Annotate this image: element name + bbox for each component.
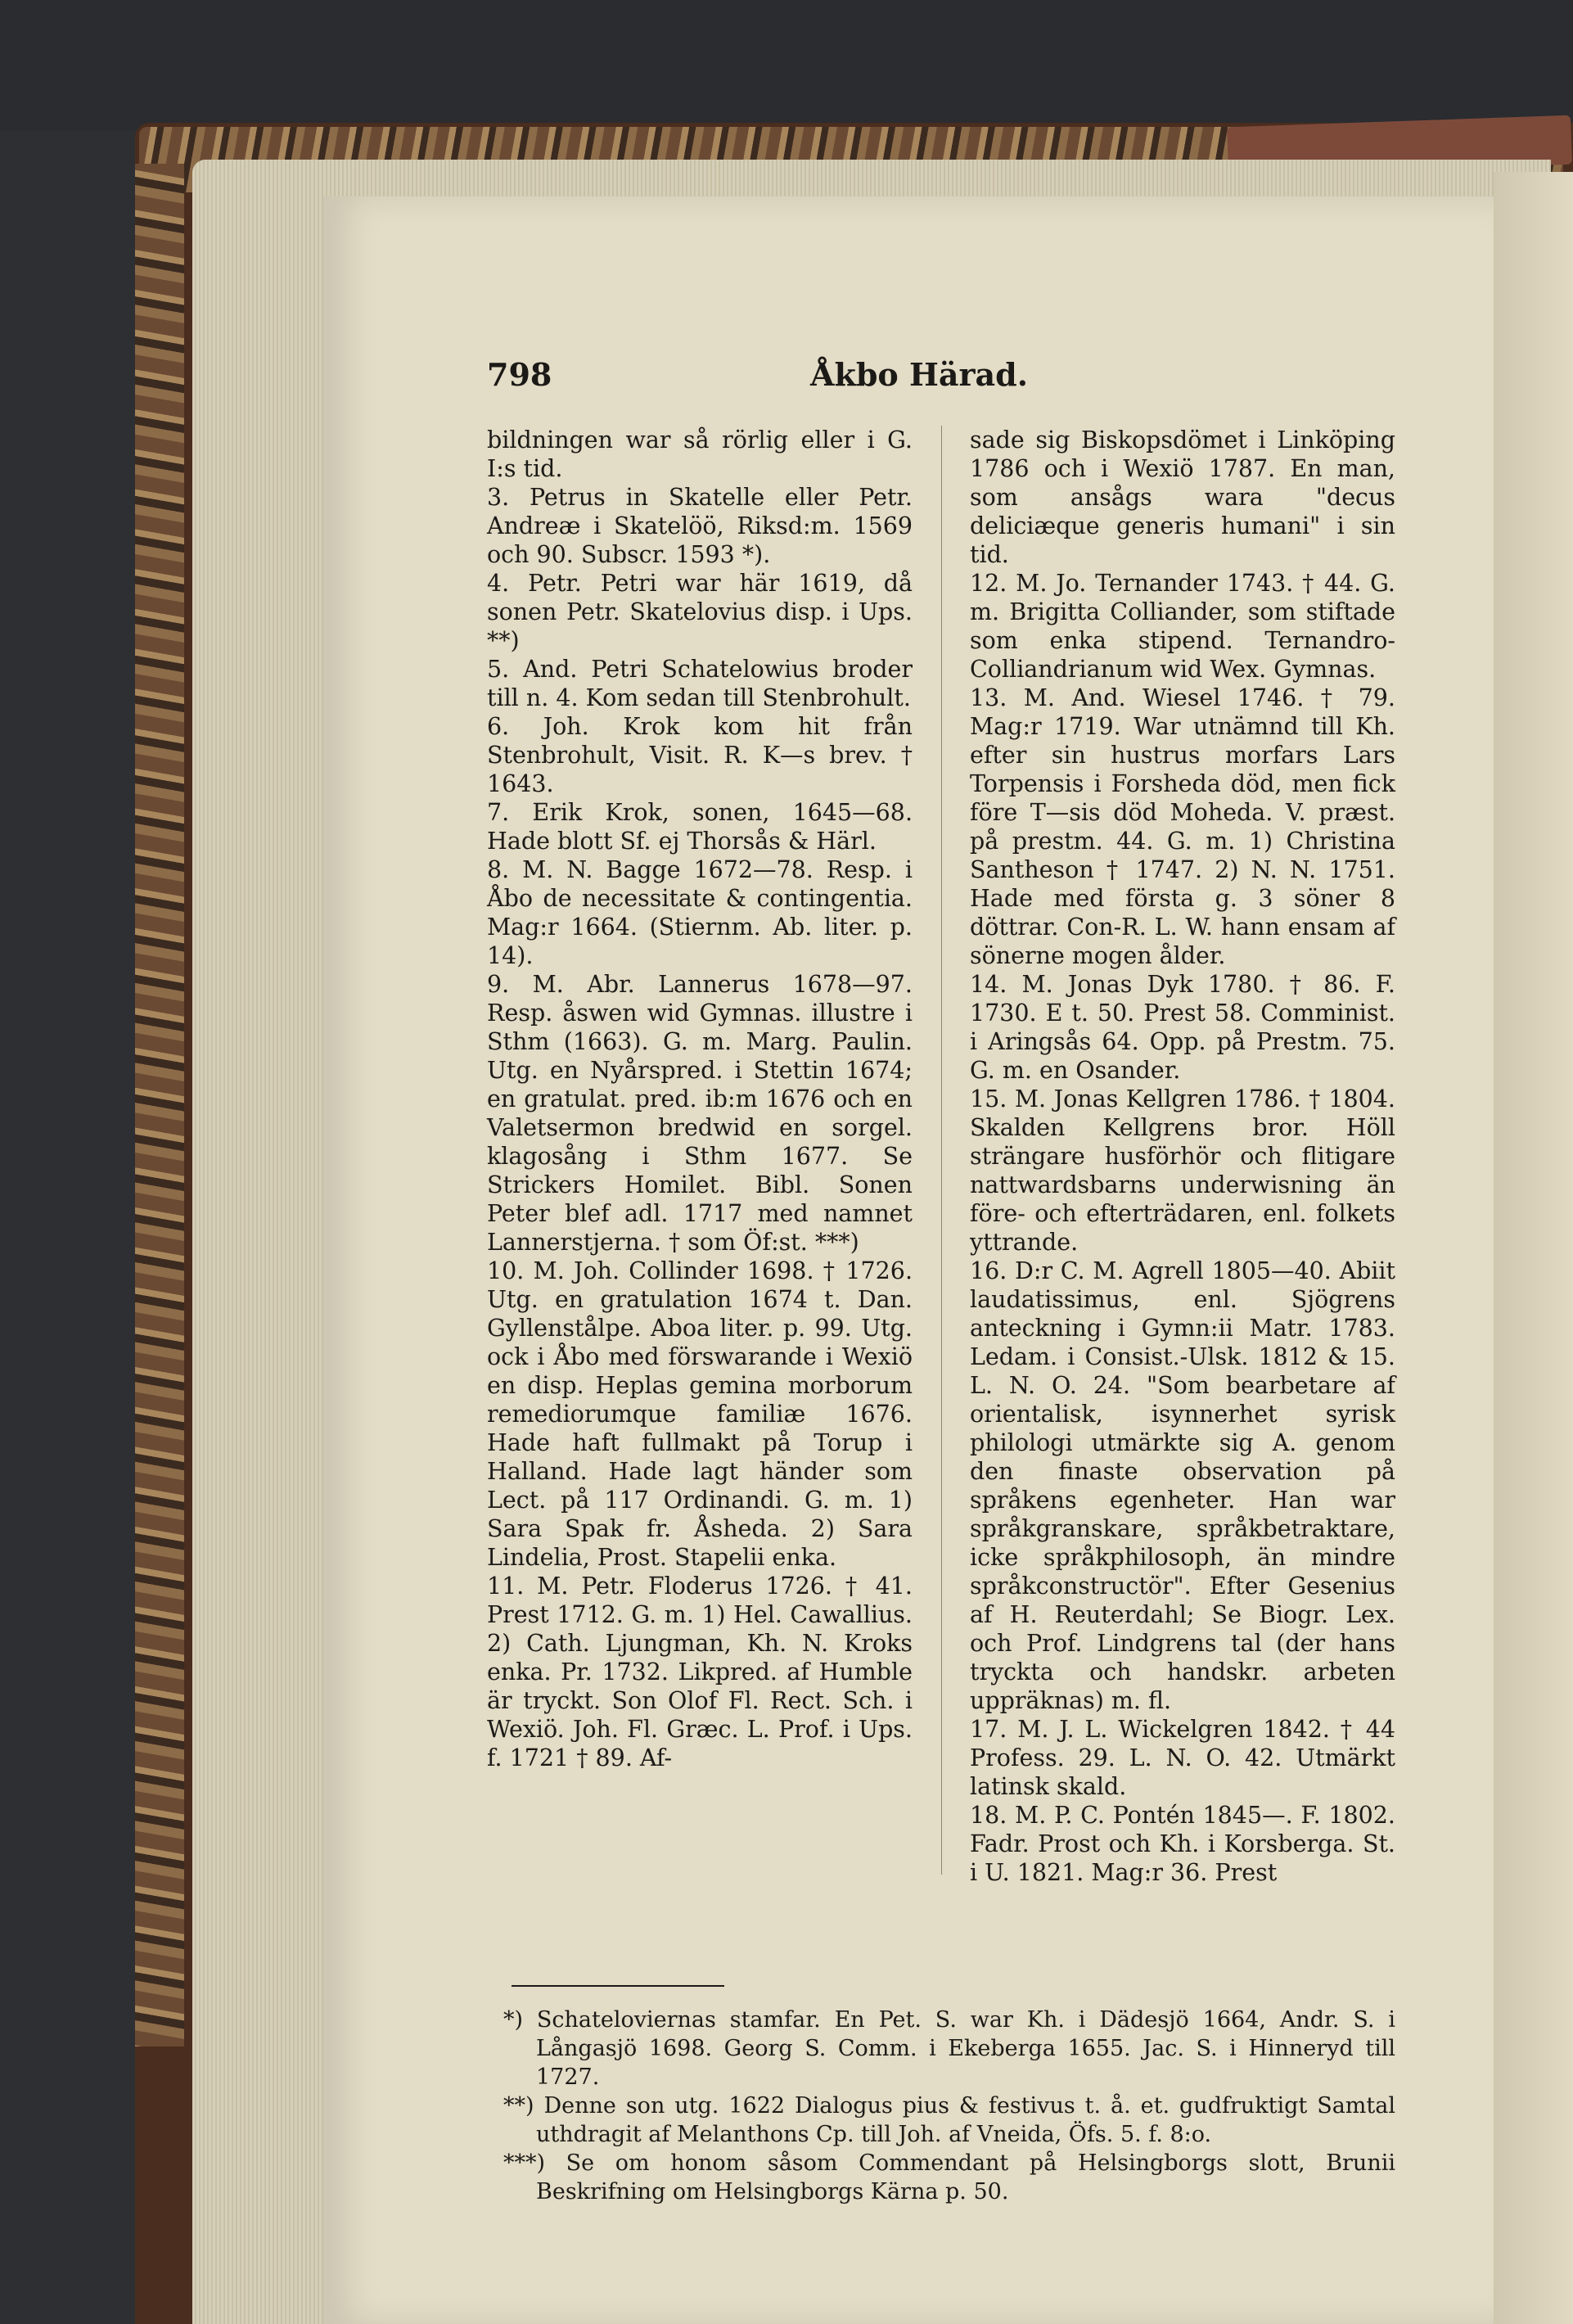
- entry: 8. M. N. Bagge 1672—78. Resp. i Åbo de necessitate & contingentia. Mag:r 1664. (Stiernm. Ab. liter. p. 14).: [487, 856, 913, 969]
- entry: bildningen war så rörlig eller i G. I:s tid.: [487, 426, 913, 482]
- footnote-rule: [512, 1985, 724, 1987]
- entry: 17. M. J. L. Wickelgren 1842. † 44 Profess. 29. L. N. O. 42. Utmärkt latinsk skald.: [970, 1716, 1395, 1800]
- footnote: *) Schateloviernas stamfar. En Pet. S. war Kh. i Dädesjö 1664, Andr. S. i Långasjö 1698. Georg S. Comm. i Ekeberga 1655. Jac. S. i Hinneryd till 1727.: [503, 2007, 1395, 2090]
- entry: 15. M. Jonas Kellgren 1786. † 1804. Skalden Kellgrens bror. Höll strängare husförhör och flitigare nattwardsbarns underwisning än före- och efterträdaren, enl. folkets yttrande.: [970, 1085, 1395, 1256]
- running-title: Åkbo Härad.: [810, 356, 1028, 393]
- entry: 11. M. Petr. Floderus 1726. † 41. Prest 1712. G. m. 1) Hel. Cawallius. 2) Cath. Ljungman, Kh. N. Kroks enka. Pr. 1732. Likpred. af Humble är tryckt. Son Olof Fl. Rect. Sch. i Wexiö. Joh. Fl. Græc. L. Prof. i Ups. f. 1721 † 89. Af-: [487, 1573, 913, 1771]
- entry: 4. Petr. Petri war här 1619, då sonen Petr. Skatelovius disp. i Ups. **): [487, 570, 913, 654]
- entry: 9. M. Abr. Lannerus 1678—97. Resp. åswen wid Gymnas. illustre i Sthm (1663). G. m. Marg. Paulin. Utg. en Nyårspred. i Stettin 1674; en gratulat. pred. ib:m 1676 och en Valetsermon bredwid en sorgel. klagosång i Sthm 1677. Se Strickers Homilet. Bibl. Sonen Peter blef adl. 1717 med namnet Lannerstjerna. † som Öf:st. ***): [487, 971, 913, 1256]
- page-header: [487, 356, 1412, 409]
- footnote: **) Denne son utg. 1622 Dialogus pius & festivus t. å. et. gudfruktigt Samtal uthdragit af Melanthons Cp. till Joh. af Vneida, Öfs. 5. f. 8:o.: [503, 2093, 1395, 2147]
- page-number: 798: [487, 356, 552, 393]
- footnote: ***) Se om honom såsom Commendant på Helsingborgs slott, Brunii Beskrifning om Helsingborgs Kärna p. 50.: [503, 2150, 1395, 2204]
- entry: 3. Petrus in Skatelle eller Petr. Andreæ i Skatelöö, Riksd:m. 1569 och 90. Subscr. 1593 *).: [487, 484, 913, 568]
- right-column: [970, 426, 1395, 1887]
- marbled-edge-left: [135, 164, 184, 2046]
- entry: 13. M. And. Wiesel 1746. † 79. Mag:r 1719. War utnämnd till Kh. efter sin hustrus morfars Lars Torpensis i Forsheda död, men fick före T—sis död Moheda. V. præst. på prestm. 44. G. m. 1) Christina Santheson † 1747. 2) N. N. 1751. Hade med första g. 3 söner 8 döttrar. Con-R. L. W. hann ensam af sönerne mogen ålder.: [970, 684, 1395, 969]
- facing-page-edge: [1494, 172, 1573, 2324]
- background-top: [0, 0, 1573, 131]
- entry: sade sig Biskopsdömet i Linköping 1786 och i Wexiö 1787. En man, som ansågs wara "decus deliciæque generis humani" i sin tid.: [970, 426, 1395, 568]
- entry: 16. D:r C. M. Agrell 1805—40. Abiit laudatissimus, enl. Sjögrens anteckning i Gymn:ii Matr. 1783. Ledam. i Consist.-Ulsk. 1812 & 15. L. N. O. 24. "Som bearbetare af orientalisk, isynnerhet syrisk philologi utmärkte sig A. genom den finaste observation på språkens egenheter. Han war språkgranskare, språkbetraktare, icke språkphilosoph, än mindre språkconstructör". Efter Gesenius af H. Reuterdahl; Se Biogr. Lex. och Prof. Lindgrens tal (der hans tryckta och handskr. arbeten uppräknas) m. fl.: [970, 1257, 1395, 1714]
- entry: 18. M. P. C. Pontén 1845—. F. 1802. Fadr. Prost och Kh. i Korsberga. St. i U. 1821. Mag:r 36. Prest: [970, 1802, 1395, 1886]
- entry: 6. Joh. Krok kom hit från Stenbrohult, Visit. R. K—s brev. † 1643.: [487, 713, 913, 797]
- page-content: [487, 356, 1412, 2204]
- entry: 7. Erik Krok, sonen, 1645—68. Hade blott Sf. ej Thorsås & Härl.: [487, 799, 913, 855]
- entry: 10. M. Joh. Collinder 1698. † 1726. Utg. en gratulation 1674 t. Dan. Gyllenstålpe. Aboa liter. p. 99. Utg. ock i Åbo med förswarande i Wexiö en disp. Heplas gemina morborum remediorumque familiæ 1676. Hade haft fullmakt på Torup i Halland. Hade lagt händer som Lect. på 117 Ordinandi. G. m. 1) Sara Spak fr. Åsheda. 2) Sara Lindelia, Prost. Stapelii enka.: [487, 1257, 913, 1571]
- entry: 12. M. Jo. Ternander 1743. † 44. G. m. Brigitta Colliander, som stiftade som enka stipend. Ternandro-Colliandrianum wid Wex. Gymnas.: [970, 570, 1395, 683]
- left-column: [487, 426, 913, 1772]
- footnotes: [503, 2006, 1395, 2206]
- column-divider: [941, 426, 942, 1875]
- book-page: [323, 196, 1494, 2324]
- entry: 14. M. Jonas Dyk 1780. † 86. F. 1730. E t. 50. Prest 58. Comminist. i Aringsås 64. Opp. på Prestm. 75. G. m. en Osander.: [970, 971, 1395, 1084]
- entry: 5. And. Petri Schatelowius broder till n. 4. Kom sedan till Stenbrohult.: [487, 656, 913, 711]
